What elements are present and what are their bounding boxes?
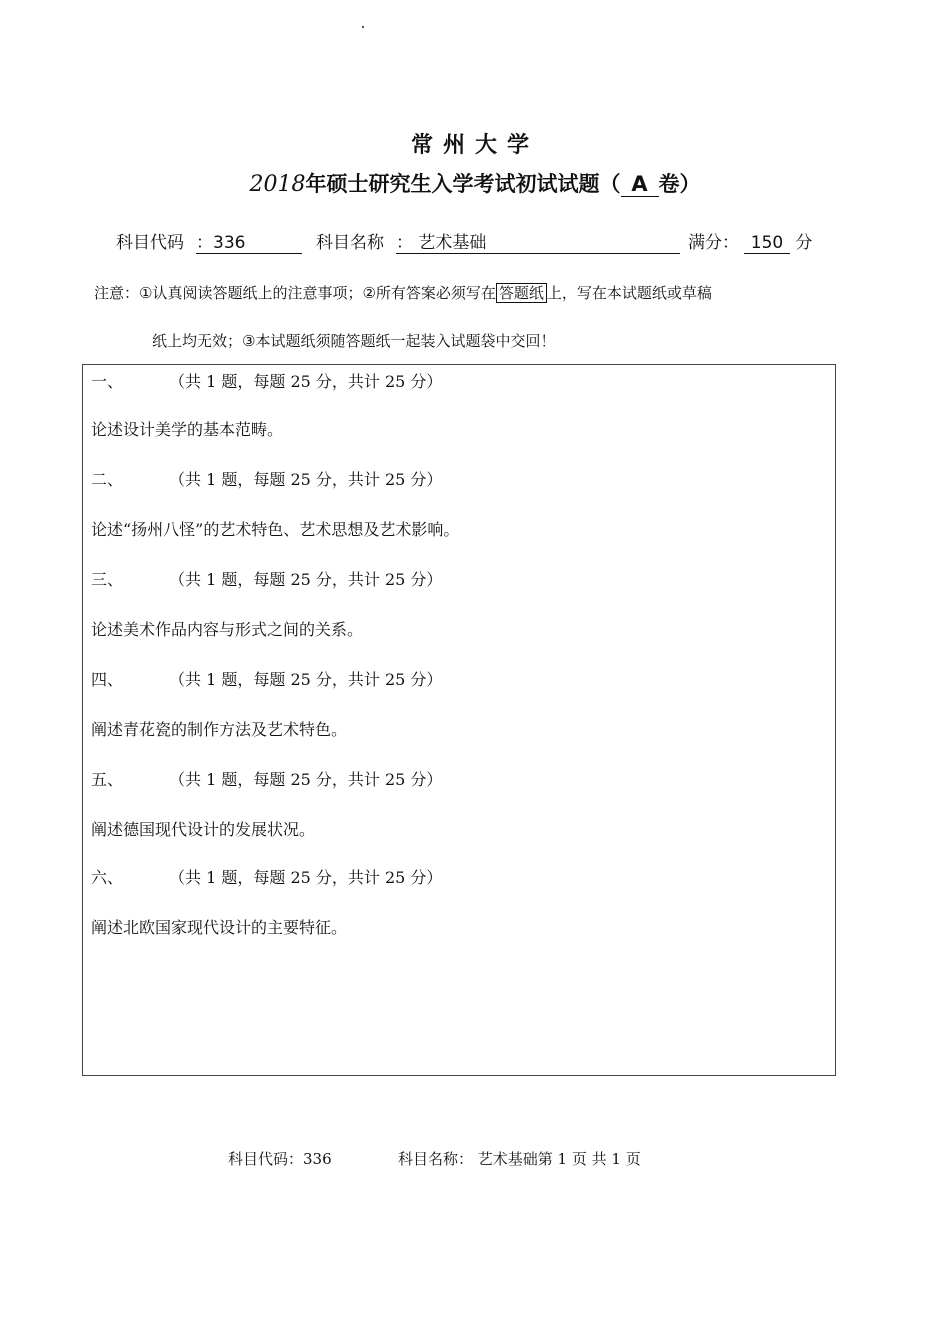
question-2-text: 论述“扬州八怪”的艺术特色、艺术思想及艺术影响。 (91, 520, 460, 539)
paper-type: A (621, 172, 659, 197)
question-5-text: 阐述德国现代设计的发展状况。 (91, 820, 316, 839)
question-1-text: 论述设计美学的基本范畴。 (91, 420, 284, 439)
answer-sheet-boxed: 答题纸 (496, 283, 547, 303)
exam-title-end: 卷） (658, 172, 701, 196)
full-score-field (744, 228, 812, 254)
subject-code-label: 科目代码 (116, 233, 184, 253)
footer-subject-name: 科目名称： 艺术基础第 1 页 共 1 页 (398, 1150, 641, 1168)
full-score-value: 150 (744, 233, 790, 254)
question-4-meta: （共 1 题，每题 25 分，共计 25 分） (169, 670, 443, 689)
subject-name-label: 科目名称 (316, 233, 384, 253)
question-5-meta: （共 1 题，每题 25 分，共计 25 分） (169, 770, 443, 789)
subject-name-value: ： 艺术基础 (396, 228, 680, 254)
full-score-unit: 分 (795, 233, 813, 253)
question-6-header (91, 865, 442, 888)
question-3-number: 三、 (91, 570, 124, 589)
exam-year: 2018 (249, 172, 306, 197)
question-2-header (91, 467, 442, 490)
question-6-meta: （共 1 题，每题 25 分，共计 25 分） (169, 868, 443, 887)
question-3-text: 论述美术作品内容与形式之间的关系。 (91, 620, 364, 639)
question-1-header (91, 369, 442, 392)
question-1-number: 一、 (91, 372, 124, 391)
scan-speck (362, 26, 364, 28)
question-6-text: 阐述北欧国家现代设计的主要特征。 (91, 918, 348, 937)
question-1-meta: （共 1 题，每题 25 分，共计 25 分） (169, 372, 443, 391)
notice-text-a: 注意：①认真阅读答题纸上的注意事项；②所有答案必须写在 (94, 284, 496, 302)
question-3-header (91, 567, 442, 590)
question-4-header (91, 667, 442, 690)
question-2-number: 二、 (91, 470, 124, 489)
notice-line-1 (94, 282, 712, 303)
exam-title (0, 168, 950, 198)
subject-code-value: ：336 (196, 228, 302, 254)
questions-box (82, 364, 836, 1076)
question-5-header (91, 767, 442, 790)
question-5-number: 五、 (91, 770, 124, 789)
footer-subject-code: 科目代码：336 (228, 1150, 332, 1168)
question-4-number: 四、 (91, 670, 124, 689)
full-score-label: 满分： (688, 233, 739, 253)
notice-line-2: 纸上均无效；③本试题纸须随答题纸一起装入试题袋中交回！ (152, 332, 556, 350)
question-6-number: 六、 (91, 868, 124, 887)
subject-code-field (196, 228, 302, 254)
question-2-meta: （共 1 题，每题 25 分，共计 25 分） (169, 470, 443, 489)
question-4-text: 阐述青花瓷的制作方法及艺术特色。 (91, 720, 348, 739)
question-3-meta: （共 1 题，每题 25 分，共计 25 分） (169, 570, 443, 589)
subject-name-field (396, 228, 680, 254)
university-name: 常州大学 (410, 133, 539, 158)
exam-title-main: 年硕士研究生入学考试初试试题（ (305, 172, 621, 196)
notice-text-b: 上，写在本试题纸或草稿 (546, 284, 712, 302)
